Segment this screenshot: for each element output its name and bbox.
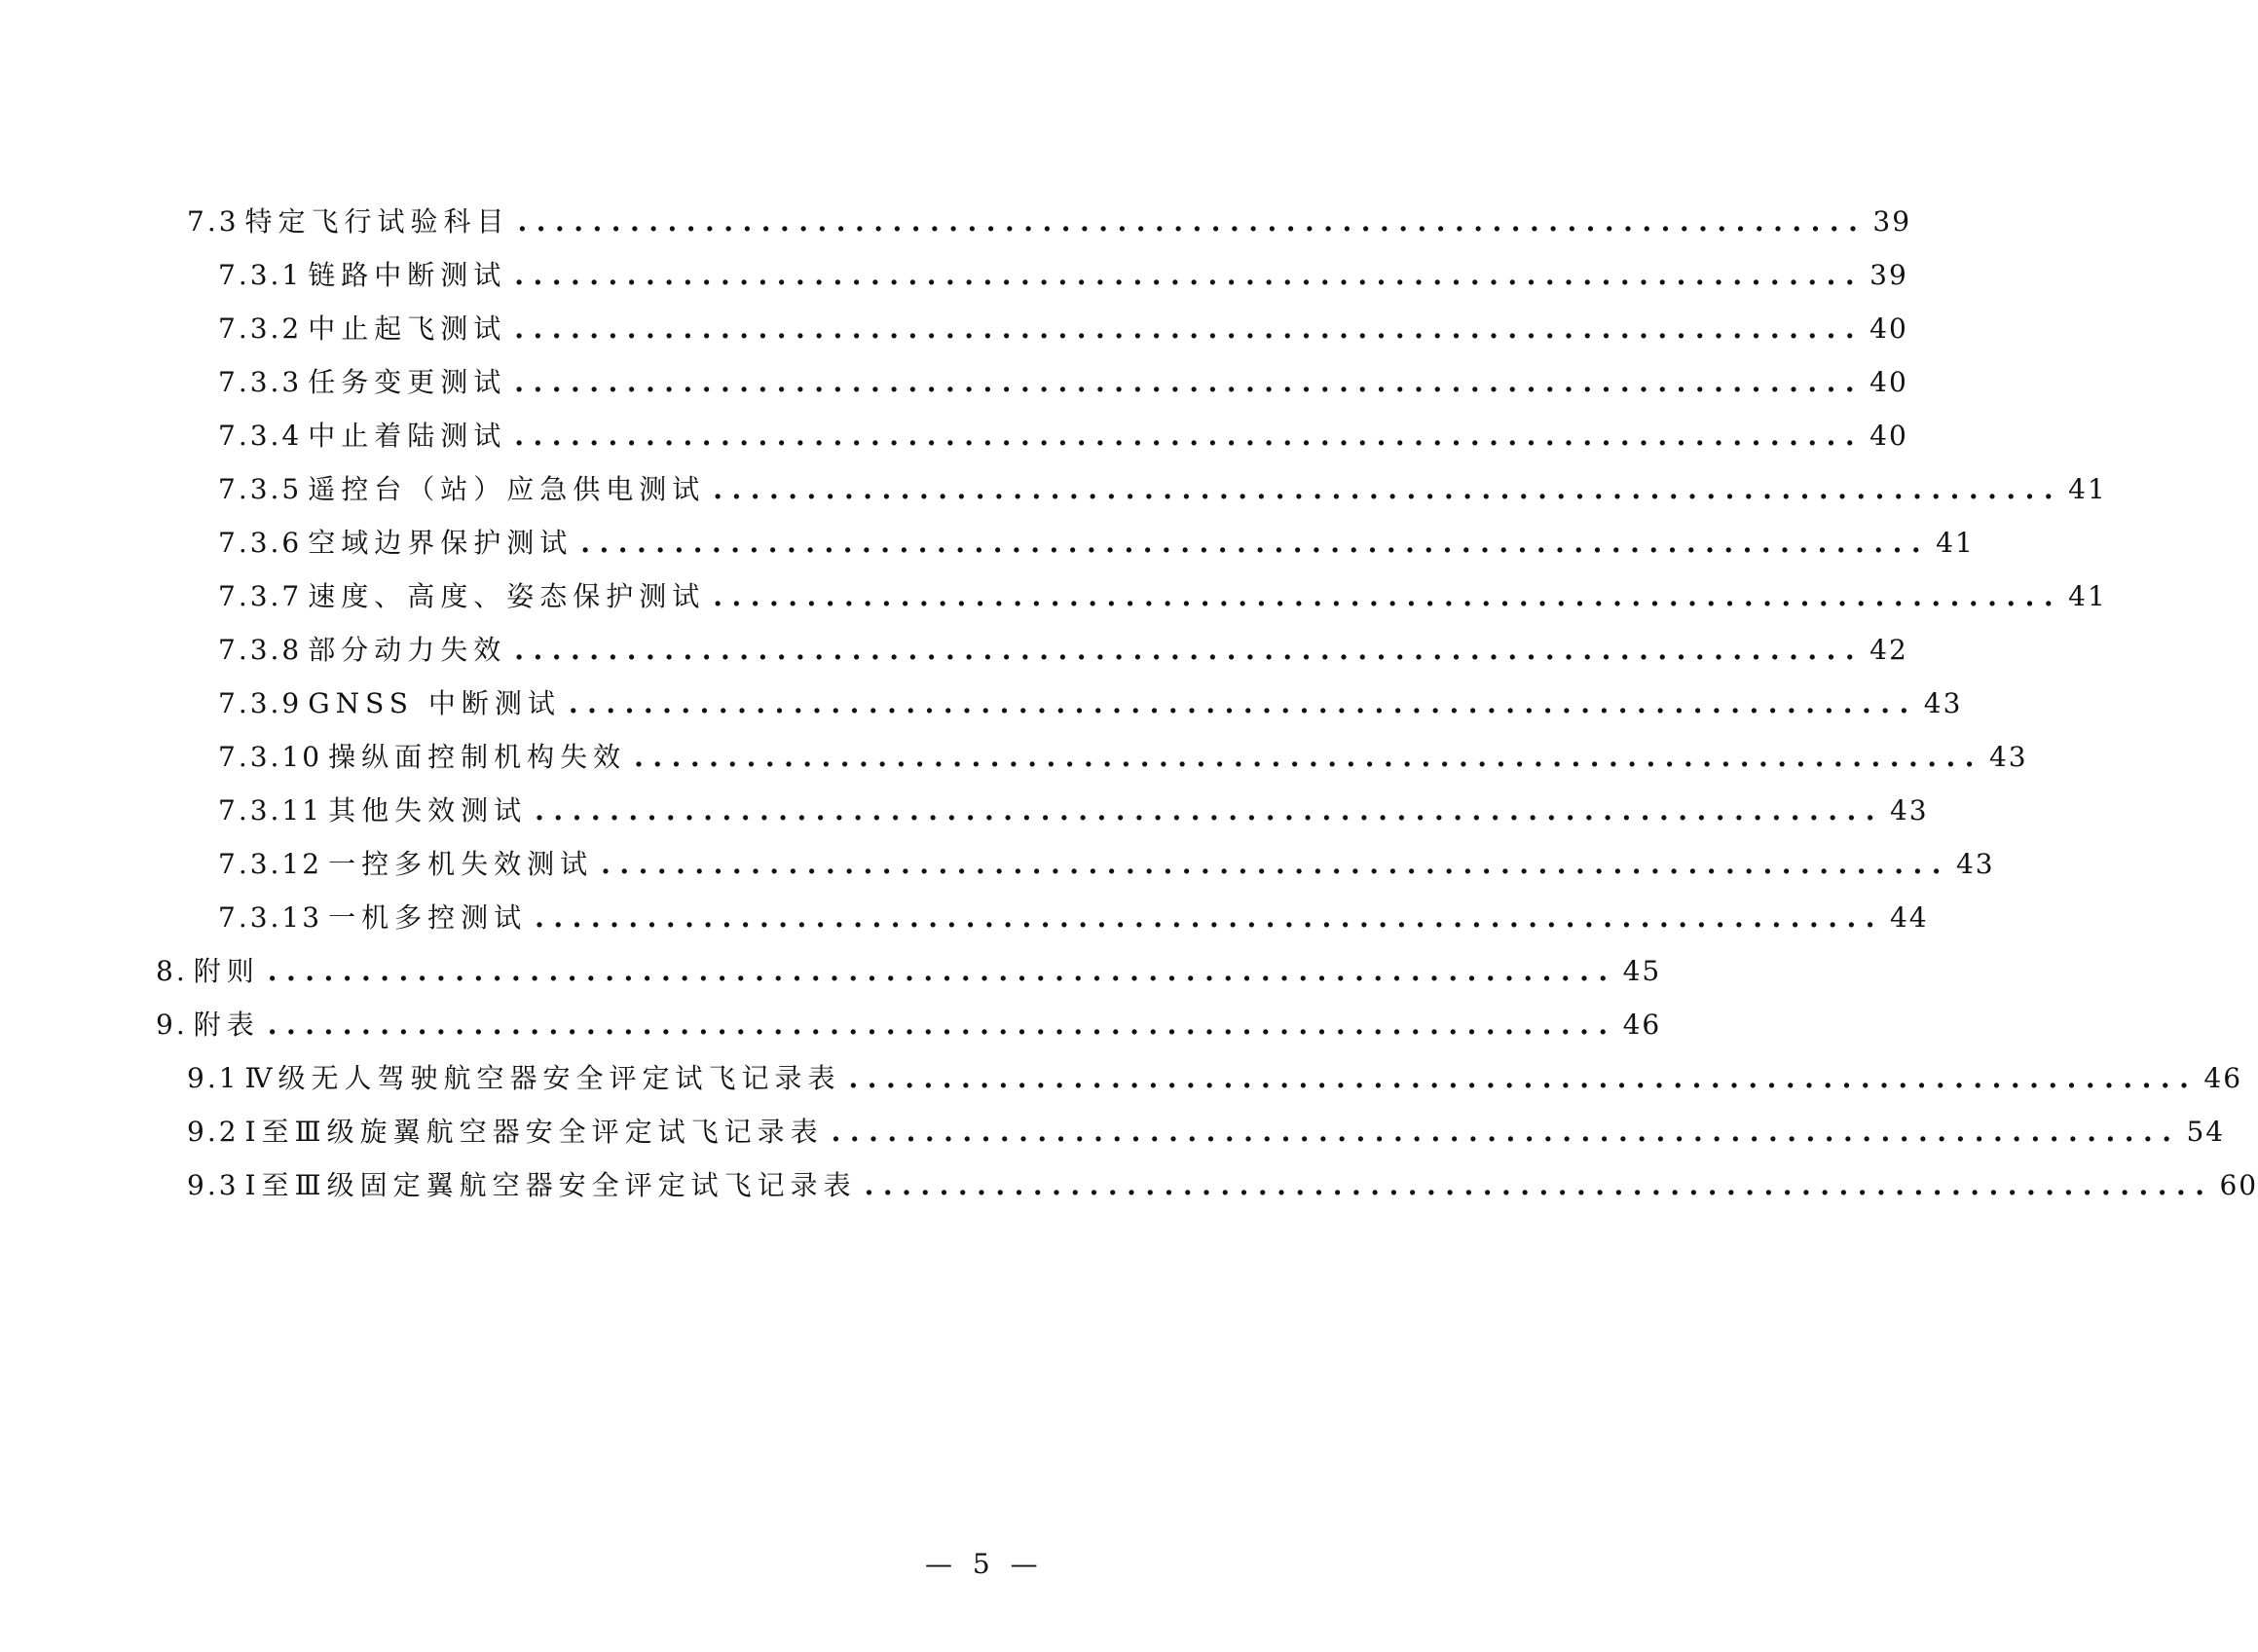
toc-page: 46 (2203, 1062, 2243, 1094)
toc-title: 特定飞行试验科目 (244, 205, 510, 238)
toc-title: Ⅰ至Ⅲ级旋翼航空器安全评定试飞记录表 (244, 1116, 824, 1148)
toc-page: 40 (1869, 312, 1908, 345)
toc-page: 41 (2068, 580, 2107, 612)
toc-leader-dots: ........................................................................ (713, 580, 2063, 612)
toc-entry[interactable] (218, 522, 1975, 565)
toc-entry[interactable] (218, 468, 2107, 511)
toc-number: 7.3.5 (218, 473, 303, 505)
toc-entry[interactable] (156, 950, 1662, 993)
toc-number: 7.3.13 (218, 901, 323, 934)
toc-number: 9. (156, 1009, 188, 1041)
toc-title: 中止着陆测试 (308, 420, 507, 452)
toc-number: 7.3.1 (218, 259, 303, 291)
toc-number: 7.3.10 (218, 741, 323, 773)
toc-leader-dots: ........................................................................ (267, 955, 1617, 987)
toc-page: 44 (1889, 901, 1929, 934)
page-number: — 5 — (925, 1548, 1044, 1580)
toc-entry[interactable] (218, 415, 1908, 458)
toc-number: 7.3.3 (218, 366, 303, 398)
toc-leader-dots: ........................................................................ (831, 1116, 2181, 1148)
toc-number: 9.3 (187, 1169, 240, 1201)
toc-page: 43 (1889, 794, 1929, 826)
toc-title: 一机多控测试 (328, 901, 528, 934)
toc-number: 9.2 (187, 1116, 240, 1148)
toc-leader-dots: ........................................................................ (514, 634, 1865, 666)
toc-entry[interactable] (187, 1057, 2243, 1100)
toc-number: 7.3.2 (218, 312, 303, 345)
toc-number: 9.1 (187, 1062, 240, 1094)
toc-leader-dots: ........................................................................ (514, 420, 1865, 452)
toc-entry[interactable] (187, 1111, 2226, 1154)
toc-leader-dots: ........................................................................ (601, 848, 1950, 880)
toc-entry[interactable] (218, 575, 2107, 618)
toc-title: Ⅰ至Ⅲ级固定翼航空器安全评定试飞记录表 (244, 1169, 857, 1201)
toc-number: 7.3.9 (218, 687, 303, 719)
toc-number: 7.3.12 (218, 848, 323, 880)
toc-leader-dots: ........................................................................ (634, 741, 1983, 773)
toc-leader-dots: ........................................................................ (848, 1062, 2199, 1094)
toc-leader-dots: ........................................................................ (514, 259, 1865, 291)
toc-leader-dots: ........................................................................ (713, 473, 2063, 505)
toc-title: GNSS 中断测试 (308, 687, 561, 719)
toc-page: 41 (1936, 527, 1975, 559)
toc-number: 7.3.11 (218, 794, 323, 826)
toc-page: 43 (1988, 741, 2028, 773)
toc-entry[interactable] (218, 789, 1929, 832)
toc-entry[interactable] (187, 1164, 2258, 1207)
toc-entry[interactable] (218, 254, 1908, 297)
toc-title: Ⅳ级无人驾驶航空器安全评定试飞记录表 (244, 1062, 841, 1094)
toc-title: 遥控台（站）应急供电测试 (308, 473, 706, 505)
toc-page: 41 (2068, 473, 2107, 505)
toc-page: 60 (2219, 1169, 2258, 1201)
toc-number: 7.3.8 (218, 634, 303, 666)
toc-leader-dots: ........................................................................ (517, 205, 1868, 238)
toc-page: 40 (1869, 366, 1908, 398)
toc-title: 部分动力失效 (308, 634, 507, 666)
toc-title: 其他失效测试 (328, 794, 528, 826)
toc-leader-dots: ........................................................................ (514, 312, 1865, 345)
toc-title: 链路中断测试 (308, 259, 507, 291)
toc-leader-dots: ........................................................................ (568, 687, 1918, 719)
toc-number: 7.3.7 (218, 580, 303, 612)
toc-page: 54 (2186, 1116, 2226, 1148)
toc-leader-dots: ........................................................................ (535, 794, 1884, 826)
toc-page: 39 (1872, 205, 1912, 238)
toc-title: 一控多机失效测试 (328, 848, 594, 880)
toc-leader-dots: ........................................................................ (580, 527, 1931, 559)
toc-page: 40 (1869, 420, 1908, 452)
toc-page: 45 (1622, 955, 1662, 987)
toc-title: 附则 (193, 955, 260, 987)
toc-entry[interactable] (218, 629, 1908, 672)
toc-number: 8. (156, 955, 188, 987)
toc-entry[interactable] (187, 201, 1912, 243)
toc-entry[interactable] (218, 308, 1908, 350)
toc-page: 42 (1869, 634, 1908, 666)
toc-leader-dots: ........................................................................ (267, 1009, 1617, 1041)
toc-title: 操纵面控制机构失效 (328, 741, 627, 773)
toc-entry[interactable] (218, 682, 1963, 725)
toc-page: 43 (1955, 848, 1995, 880)
toc-entry[interactable] (218, 897, 1929, 939)
toc-entry[interactable] (218, 736, 2028, 779)
toc-title: 空域边界保护测试 (308, 527, 574, 559)
toc-number: 7.3.4 (218, 420, 303, 452)
toc-title: 附表 (193, 1009, 260, 1041)
toc-page: 43 (1923, 687, 1963, 719)
toc-leader-dots: ........................................................................ (864, 1169, 2214, 1201)
toc-entry[interactable] (218, 843, 1995, 886)
toc-entry[interactable] (156, 1004, 1662, 1046)
toc-page: 46 (1622, 1009, 1662, 1041)
toc-number: 7.3 (187, 205, 240, 238)
toc-title: 任务变更测试 (308, 366, 507, 398)
toc-entry[interactable] (218, 361, 1908, 404)
toc-leader-dots: ........................................................................ (514, 366, 1865, 398)
toc-title: 速度、高度、姿态保护测试 (308, 580, 706, 612)
toc-title: 中止起飞测试 (308, 312, 507, 345)
toc-page: 39 (1869, 259, 1908, 291)
toc-leader-dots: ........................................................................ (535, 901, 1884, 934)
toc-number: 7.3.6 (218, 527, 303, 559)
